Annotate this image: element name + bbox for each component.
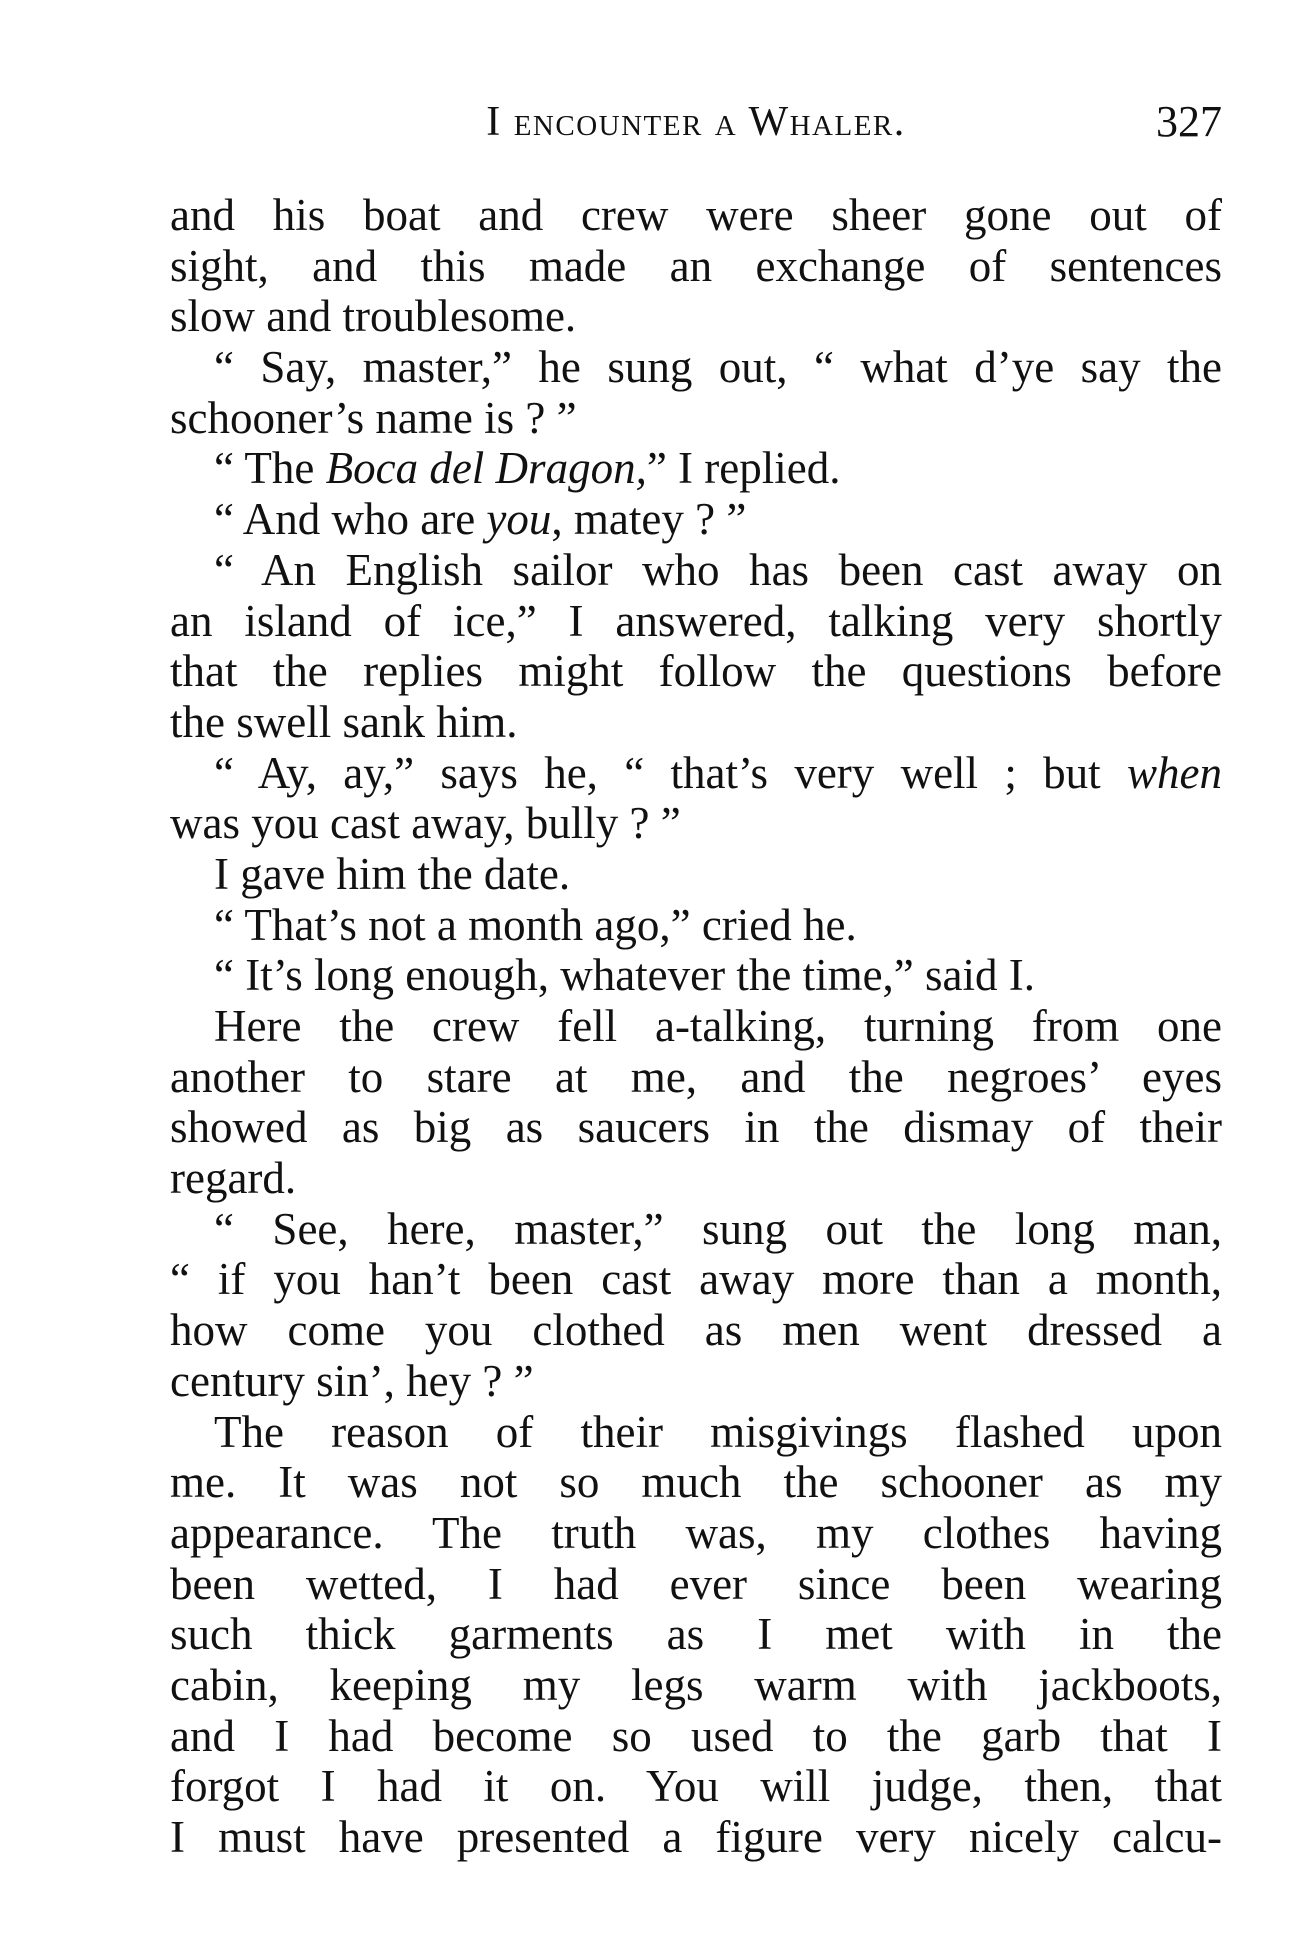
text-line — [170, 950, 1222, 1001]
text-segment: I gave him the date. — [214, 848, 571, 899]
text-segment: regard. — [170, 1153, 297, 1204]
text-segment: “ The — [214, 443, 326, 494]
text-segment: “ if you han’t been cast away more than a month, — [170, 1254, 1222, 1305]
text-line — [170, 1153, 1222, 1204]
text-segment: “ Say, master,” he sung out, “ what d’ye say the — [214, 342, 1222, 393]
page-number: 327 — [1156, 97, 1222, 146]
text-line — [170, 241, 1222, 292]
text-segment: I must have presented a figure very nicely calcu- — [170, 1812, 1222, 1862]
text-line — [170, 393, 1222, 444]
text-segment: how come you clothed as men went dressed a — [170, 1305, 1222, 1356]
italic-text: you — [486, 494, 552, 545]
text-line — [170, 1102, 1222, 1153]
text-line — [170, 1609, 1222, 1660]
text-segment: “ It’s long enough, whatever the time,” said I. — [214, 950, 1036, 1001]
text-line — [170, 1711, 1222, 1762]
text-line — [170, 1457, 1222, 1508]
text-segment: was you cast away, bully ? ” — [170, 798, 681, 849]
text-line — [170, 646, 1222, 697]
text-line — [170, 1254, 1222, 1305]
text-line — [170, 1356, 1222, 1407]
text-segment: another to stare at me, and the negroes’ eyes — [170, 1051, 1222, 1102]
text-segment: forgot I had it on. You will judge, then, that — [170, 1761, 1222, 1812]
text-segment: Here the crew fell a-talking, turning from one — [214, 1001, 1222, 1051]
text-segment: ” I replied. — [646, 443, 841, 494]
text-segment: the swell sank him. — [170, 696, 518, 747]
text-line — [170, 1761, 1222, 1812]
text-segment: The reason of their misgivings flashed upon — [214, 1406, 1222, 1457]
text-segment: me. It was not so much the schooner as my — [170, 1457, 1222, 1508]
text-line — [170, 1660, 1222, 1711]
text-line — [170, 1407, 1222, 1458]
text-segment: , matey ? ” — [551, 494, 747, 545]
text-segment: “ Ay, ay,” says he, “ that’s very well ; but — [214, 747, 1127, 798]
running-title: I encounter a Whaler. — [486, 99, 906, 145]
text-line — [170, 545, 1222, 596]
text-line — [170, 443, 1222, 494]
text-line — [170, 798, 1222, 849]
text-segment: appearance. The truth was, my clothes having — [170, 1507, 1222, 1558]
italic-text: when — [1127, 747, 1222, 798]
text-line — [170, 748, 1222, 799]
text-segment: “ See, here, master,” sung out the long man, — [214, 1203, 1222, 1254]
page-header — [170, 92, 1222, 152]
text-segment: an island of ice,” I answered, talking very shortly — [170, 595, 1222, 646]
text-segment: such thick garments as I met with in the — [170, 1609, 1222, 1660]
text-line — [170, 1508, 1222, 1559]
text-line — [170, 1204, 1222, 1255]
text-segment: cabin, keeping my legs warm with jackboots, — [170, 1659, 1222, 1710]
text-line — [170, 494, 1222, 545]
text-line — [170, 1001, 1222, 1052]
text-segment: and his boat and crew were sheer gone out of — [170, 190, 1222, 240]
text-line — [170, 1559, 1222, 1610]
text-segment: slow and troublesome. — [170, 291, 577, 342]
text-segment: that the replies might follow the questions before — [170, 646, 1222, 697]
text-segment: been wetted, I had ever since been wearing — [170, 1558, 1222, 1609]
text-segment: showed as big as saucers in the dismay of their — [170, 1102, 1222, 1153]
text-line — [170, 900, 1222, 951]
text-segment: “ That’s not a month ago,” cried he. — [214, 899, 857, 950]
text-line — [170, 849, 1222, 900]
text-line — [170, 1305, 1222, 1356]
text-line — [170, 1052, 1222, 1103]
text-segment: “ And who are — [214, 494, 487, 545]
text-line — [170, 697, 1222, 748]
text-segment: schooner’s name is ? ” — [170, 392, 577, 443]
text-segment: century sin’, hey ? ” — [170, 1355, 534, 1406]
text-segment: and I had become so used to the garb that I — [170, 1710, 1222, 1761]
text-segment: sight, and this made an exchange of sentences — [170, 240, 1222, 291]
text-line — [170, 596, 1222, 647]
italic-text: Boca del Dragon, — [325, 443, 647, 494]
text-line — [170, 291, 1222, 342]
body-text — [170, 190, 1222, 1863]
text-line — [170, 342, 1222, 393]
text-line — [170, 190, 1222, 241]
text-line — [170, 1812, 1222, 1863]
text-segment: “ An English sailor who has been cast away on — [214, 544, 1222, 595]
